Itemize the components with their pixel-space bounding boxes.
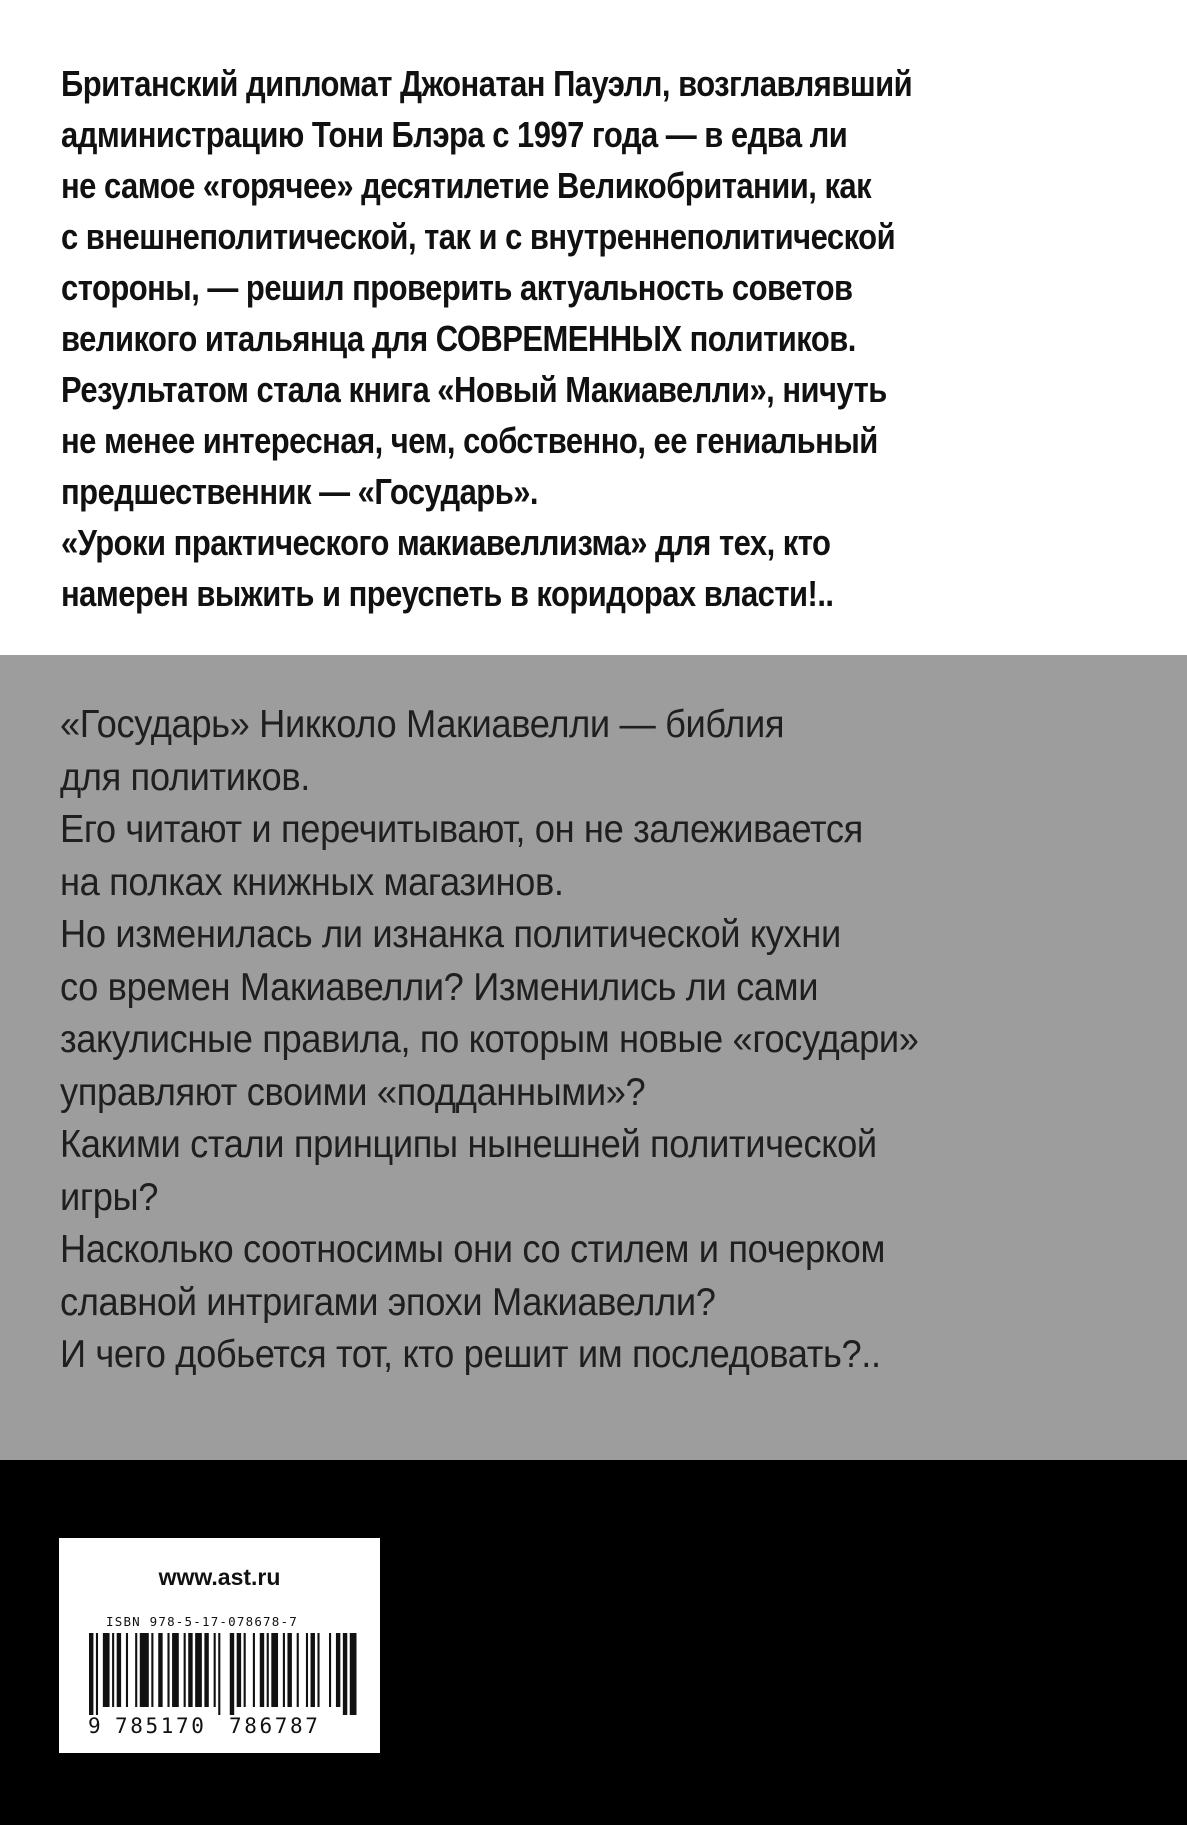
barcode-bar bbox=[297, 1633, 299, 1707]
barcode-bar bbox=[317, 1633, 319, 1707]
barcode-digits-left: 785170 bbox=[115, 1714, 207, 1738]
barcode-bar bbox=[237, 1633, 241, 1707]
barcode-digits-right: 786787 bbox=[229, 1714, 321, 1738]
barcode-bar bbox=[336, 1633, 340, 1707]
barcode-bar bbox=[204, 1633, 208, 1707]
annotation-line: намерен выжить и преуспеть в коридорах власти!.. bbox=[61, 573, 834, 614]
barcode-label bbox=[59, 1538, 380, 1753]
description-line: славной интригами эпохи Макиавелли? bbox=[60, 1280, 716, 1324]
barcode-bar bbox=[167, 1633, 169, 1707]
description-line: игры? bbox=[60, 1175, 159, 1219]
barcode-bar bbox=[271, 1633, 278, 1707]
isbn-text: ISBN 978-5-17-078678-7 bbox=[106, 1614, 298, 1629]
barcode-bar bbox=[267, 1633, 269, 1707]
annotation-line: администрацию Тони Блэра с 1997 года — в едва ли bbox=[61, 114, 848, 155]
annotation-line: великого итальянца для СОВРЕМЕННЫХ политиков. bbox=[61, 318, 856, 359]
barcode-bar bbox=[117, 1633, 121, 1707]
description-line: закулисные правила, по которым новые «государи» bbox=[60, 1018, 919, 1061]
barcode-bar bbox=[158, 1633, 162, 1707]
barcode-bar bbox=[172, 1633, 179, 1707]
barcode-bar bbox=[350, 1633, 357, 1715]
description-line: управляют своими «подданными»? bbox=[60, 1070, 646, 1114]
barcode-bar bbox=[140, 1633, 149, 1707]
annotation-line: стороны, — решил проверить актуальность советов bbox=[61, 267, 853, 308]
annotation-line: Британский дипломат Джонатан Пауэлл, возглавлявший bbox=[61, 63, 913, 104]
annotation-line: предшественник — «Государь». bbox=[61, 471, 539, 512]
description-section bbox=[0, 655, 1187, 1460]
publisher-website: www.ast.ru bbox=[158, 1564, 281, 1590]
description-line: И чего добьется тот, кто решит им последовать?.. bbox=[60, 1333, 881, 1376]
top-text-section bbox=[0, 0, 1187, 655]
description-paragraph bbox=[60, 699, 1083, 1382]
description-line: Но изменилась ли изнанка политической кухни bbox=[60, 913, 841, 956]
barcode-bar bbox=[253, 1633, 255, 1707]
barcode-bar bbox=[184, 1633, 186, 1707]
description-line: «Государь» Никколо Макиавелли — библия bbox=[60, 703, 785, 746]
barcode-bar bbox=[195, 1633, 202, 1707]
barcode-bar bbox=[96, 1633, 98, 1715]
annotation-paragraph bbox=[61, 58, 990, 619]
barcode-bar bbox=[214, 1633, 216, 1707]
description-line: Его читают и перечитывают, он не залеживается bbox=[60, 808, 863, 851]
barcode-bar bbox=[343, 1633, 347, 1715]
barcode-bar bbox=[287, 1633, 291, 1707]
annotation-line: не самое «горячее» десятилетие Великобритании, как bbox=[61, 165, 872, 206]
annotation-line: с внешнеполитической, так и с внутреннеполитической bbox=[61, 216, 896, 257]
barcode-bar bbox=[151, 1633, 153, 1707]
barcode-bar bbox=[218, 1633, 220, 1715]
barcode-bar bbox=[230, 1633, 234, 1715]
barcode-bar bbox=[126, 1633, 128, 1707]
annotation-line: не менее интересная, чем, собственно, ее гениальный bbox=[61, 420, 878, 461]
annotation-line: «Уроки практического макиавеллизма» для тех, кто bbox=[61, 522, 831, 563]
barcode-bar bbox=[135, 1633, 137, 1707]
annotation-line: Результатом стала книга «Новый Макиавелли», ничуть bbox=[61, 369, 887, 410]
description-line: для политиков. bbox=[60, 755, 310, 799]
barcode-bar bbox=[306, 1633, 308, 1707]
barcode-bar bbox=[329, 1633, 331, 1707]
barcode-digits bbox=[59, 1714, 380, 1742]
description-line: Насколько соотносимы они со стилем и почерком bbox=[60, 1228, 886, 1271]
description-line: на полках книжных магазинов. bbox=[60, 860, 564, 904]
barcode-bar bbox=[283, 1633, 285, 1707]
barcode-bar bbox=[260, 1633, 264, 1707]
description-line: Какими стали принципы нынешней политической bbox=[60, 1123, 877, 1166]
barcode-digit-first: 9 bbox=[88, 1714, 101, 1738]
barcode-icon bbox=[89, 1633, 359, 1715]
barcode-bar bbox=[103, 1633, 110, 1707]
barcode-bar bbox=[112, 1633, 114, 1707]
barcode-bar bbox=[89, 1633, 93, 1715]
description-line: со времен Макиавелли? Изменились ли сами bbox=[60, 965, 819, 1009]
barcode-bar bbox=[188, 1633, 192, 1707]
barcode-bar bbox=[311, 1633, 315, 1707]
barcode-bar bbox=[244, 1633, 246, 1707]
